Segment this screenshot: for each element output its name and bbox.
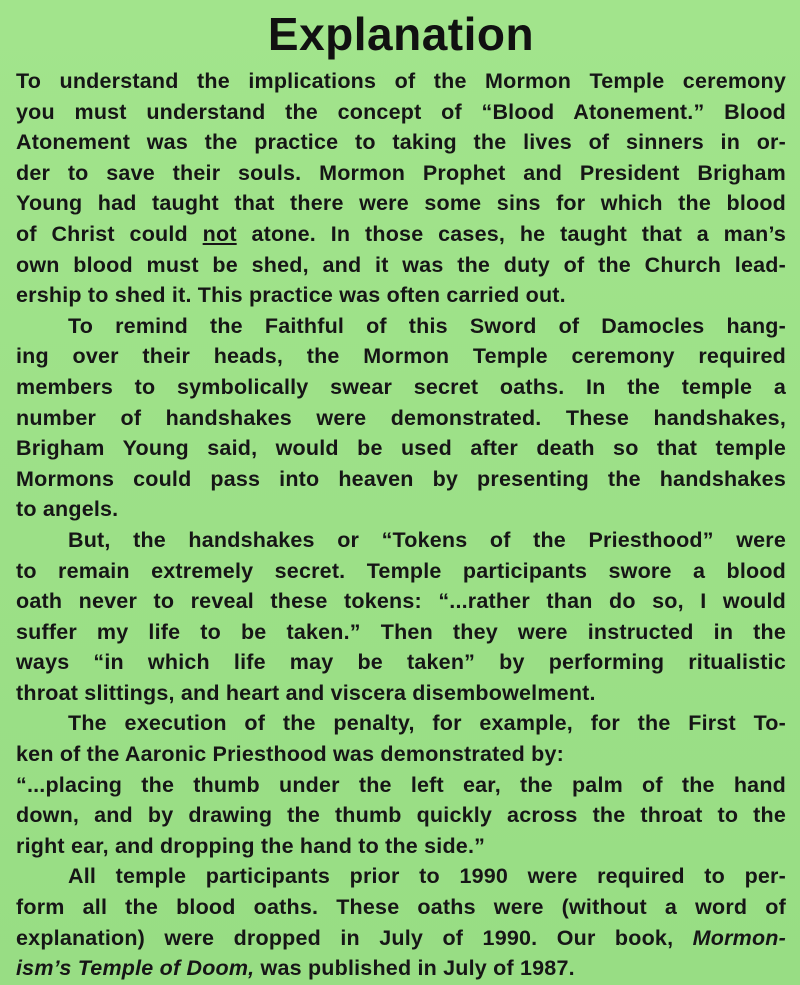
paragraph-start-line: To remind the Faithful of this Sword of Damocles hang- bbox=[68, 313, 786, 338]
page-title: Explanation bbox=[267, 8, 535, 60]
paragraph-end-line bbox=[16, 953, 786, 984]
body-line: form all the blood oaths. These oaths were (without a word of bbox=[16, 895, 786, 920]
body-line: own blood must be shed, and it was the duty of the Church lead- bbox=[16, 252, 786, 277]
body-line: ing over their heads, the Mormon Temple ceremony required bbox=[16, 344, 786, 369]
body-line: der to save their souls. Mormon Prophet and President Brigham bbox=[16, 160, 786, 185]
quote-line: “...placing the thumb under the left ear, the palm of the hand bbox=[16, 772, 786, 797]
line-text: of Christ could bbox=[16, 221, 203, 246]
body-line: number of handshakes were demonstrated. These handshakes, bbox=[16, 405, 786, 430]
quote-end-line: right ear, and dropping the hand to the side.” bbox=[16, 833, 486, 858]
body-line: suffer my life to be taken.” Then they were instructed in the bbox=[16, 619, 786, 644]
body-line bbox=[16, 923, 786, 954]
body-line: Atonement was the practice to taking the lives of sinners in or- bbox=[16, 130, 786, 155]
line-text: explanation) were dropped in July of 1990. Our book, bbox=[16, 925, 693, 950]
explanation-body bbox=[16, 66, 786, 984]
body-line: members to symbolically swear secret oaths. In the temple a bbox=[16, 374, 786, 399]
paragraph-start-line: All temple participants prior to 1990 were required to per- bbox=[68, 864, 786, 889]
quote-line: down, and by drawing the thumb quickly across the throat to the bbox=[16, 803, 786, 828]
body-line: Brigham Young said, would be used after death so that temple bbox=[16, 436, 786, 461]
body-line: Young had taught that there were some sins for which the blood bbox=[16, 191, 786, 216]
line-text: was published in July of 1987. bbox=[254, 956, 575, 981]
paragraph-end-line: ership to shed it. This practice was often carried out. bbox=[16, 283, 566, 308]
body-line: Mormons could pass into heaven by presenting the handshakes bbox=[16, 466, 786, 491]
paragraph-end-line: to angels. bbox=[16, 497, 119, 522]
body-line bbox=[16, 219, 786, 250]
paragraph-start-line: But, the handshakes or “Tokens of the Priesthood” were bbox=[68, 527, 786, 552]
book-title-text: ism’s Temple of Doom, bbox=[16, 956, 255, 981]
line-text: atone. In those cases, he taught that a man’s bbox=[236, 221, 786, 246]
paragraph-end-line: ken of the Aaronic Priesthood was demonstrated by: bbox=[16, 742, 564, 767]
underlined-word: not bbox=[202, 221, 237, 246]
body-line: oath never to reveal these tokens: “...rather than do so, I would bbox=[16, 589, 786, 614]
body-line: To understand the implications of the Mormon Temple ceremony bbox=[16, 69, 786, 93]
paragraph-end-line: throat slittings, and heart and viscera disembowelment. bbox=[16, 680, 596, 705]
body-line: ways “in which life may be taken” by performing ritualistic bbox=[16, 650, 786, 675]
body-line: to remain extremely secret. Temple participants swore a blood bbox=[16, 558, 786, 583]
paragraph-start-line: The execution of the penalty, for example, for the First To- bbox=[68, 711, 786, 736]
body-line: you must understand the concept of “Blood Atonement.” Blood bbox=[16, 99, 786, 124]
book-title-text: Mormon- bbox=[692, 925, 786, 950]
